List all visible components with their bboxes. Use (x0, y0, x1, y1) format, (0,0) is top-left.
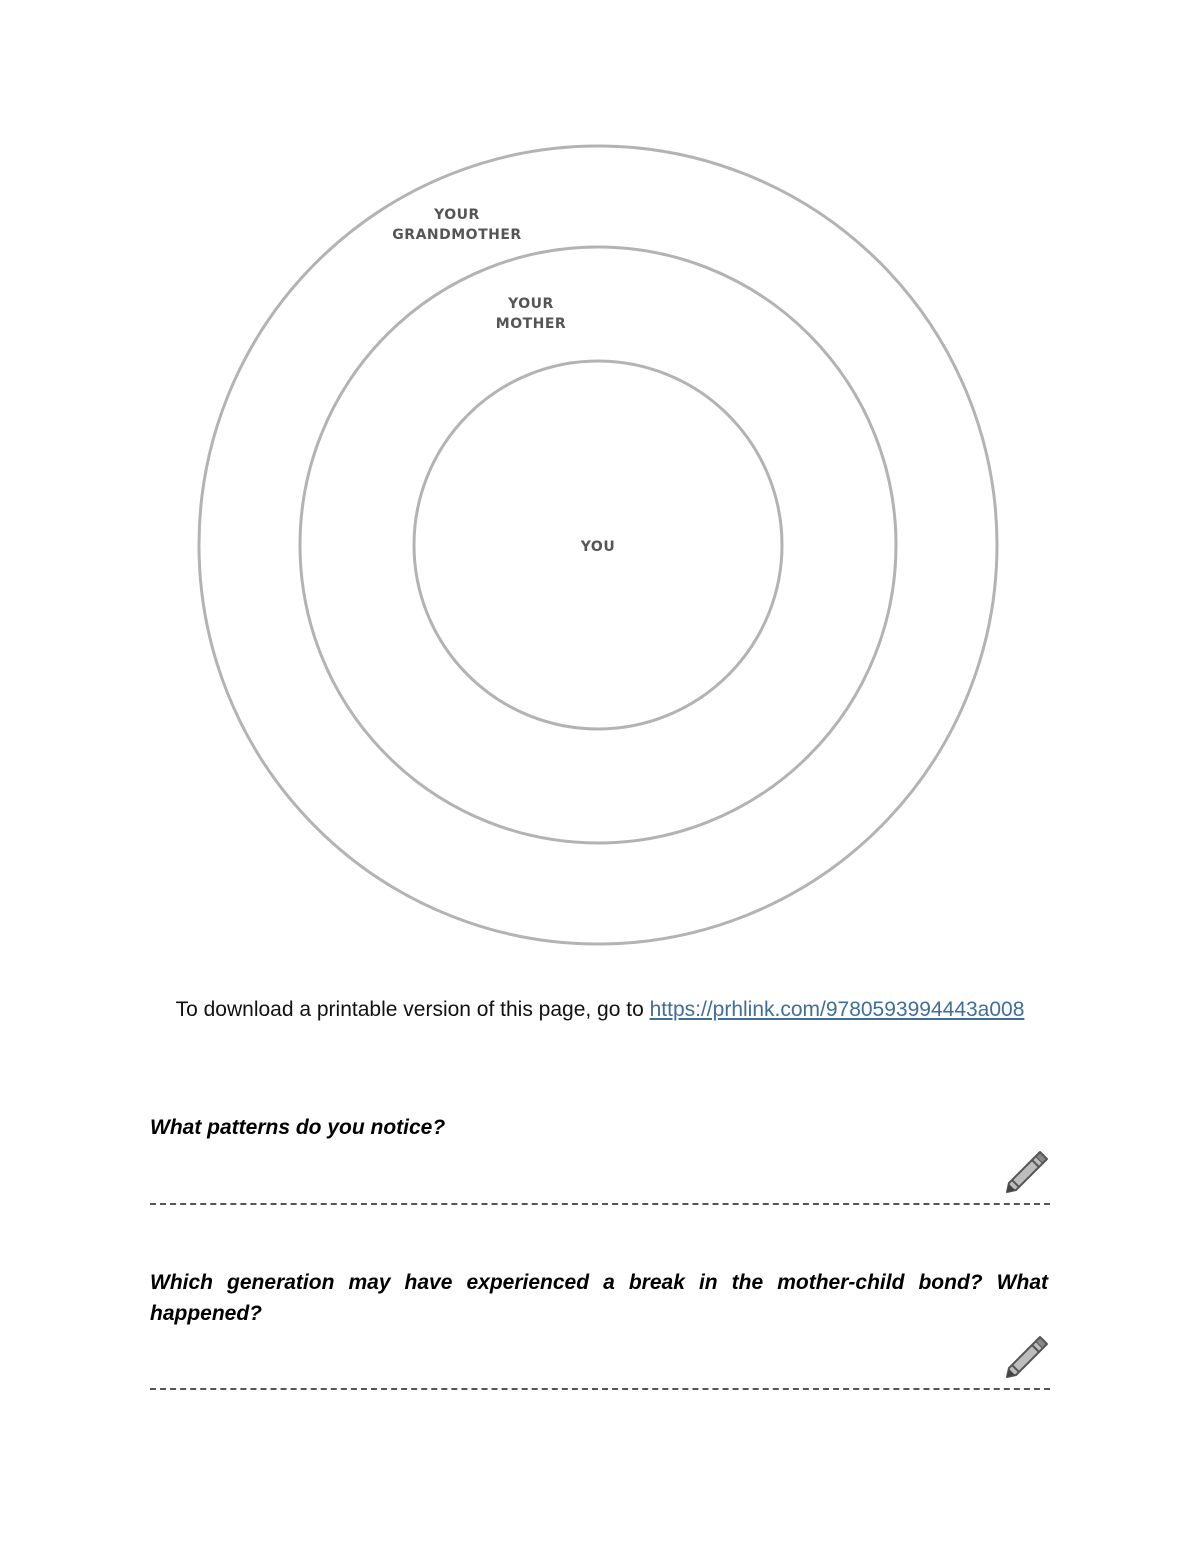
download-link[interactable]: https://prhlink.com/9780593994443a008 (649, 998, 1025, 1021)
you-label: YOU (580, 539, 616, 555)
download-text: To download a printable version of this page, go to (175, 998, 644, 1021)
pencil-icon (1003, 1333, 1049, 1379)
question-generation-break: Which generation may have experienced a break in the mother-child bond? What happened? (150, 1271, 1048, 1325)
grandmother-label-line2: GRANDMOTHER (392, 227, 522, 243)
question-patterns: What patterns do you notice? (150, 1116, 446, 1139)
mother-label-line1: YOUR (508, 296, 554, 312)
pencil-icon (1003, 1148, 1049, 1194)
answer-line-1[interactable] (150, 1203, 1050, 1205)
download-instructions (0, 998, 1200, 1022)
grandmother-label-line1: YOUR (434, 207, 480, 223)
mother-label-line2: MOTHER (495, 316, 567, 332)
answer-line-2[interactable] (150, 1388, 1050, 1390)
